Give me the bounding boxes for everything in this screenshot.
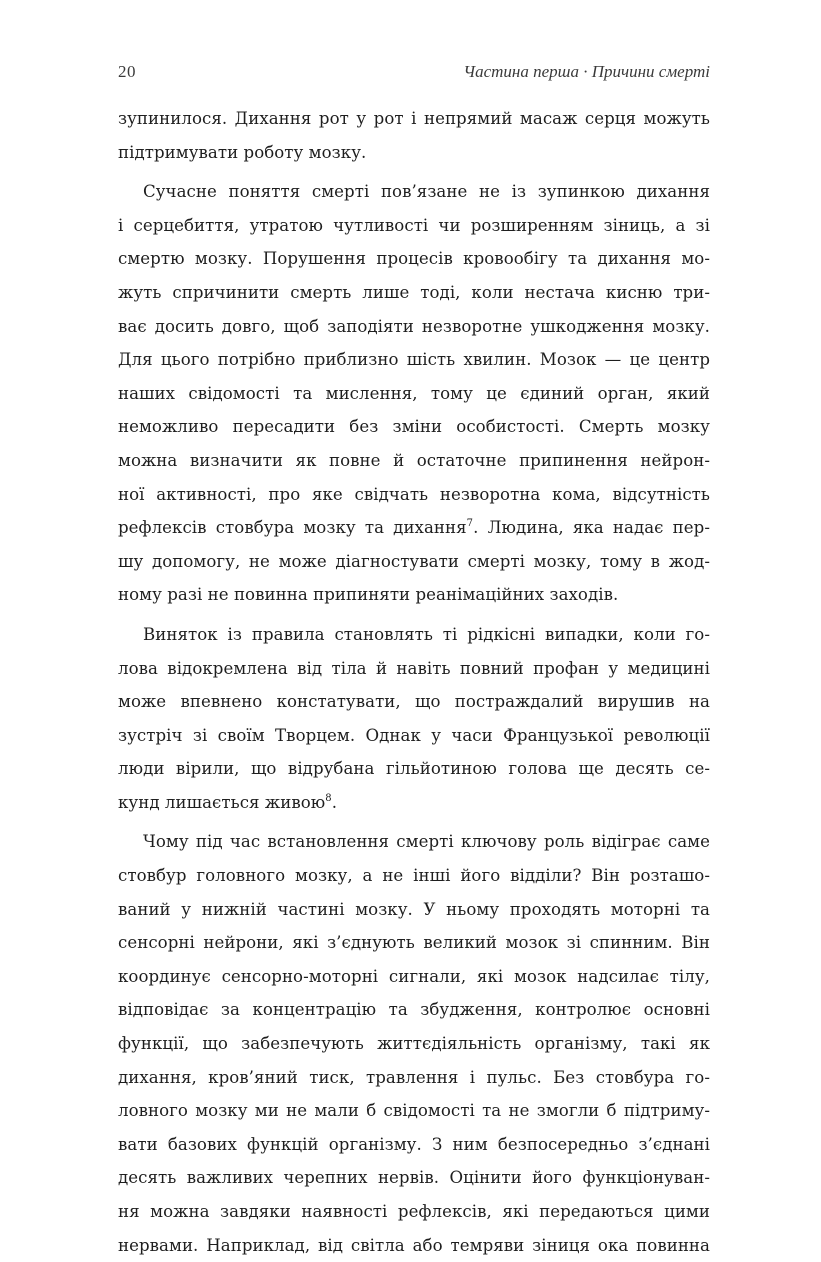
text-line: Чому під час встановлення смерті ключову роль відіграє саме [143,832,710,852]
text-line: вати базових функцій організму. З ним безпосередньо з’єднані [118,1134,710,1154]
text-line: лова відокремлена від тіла й навіть повний профан у медицині [118,658,710,678]
line-text-tail: . [331,792,338,812]
text-line: смертю мозку. Порушення процесів кровообігу та дихання мо- [118,249,710,269]
line-text: рефлексів стовбура мозку та дихання [118,518,467,538]
text-line: зупинилося. Дихання рот у рот і непрямий масаж серця можуть [118,109,710,128]
text-line: ному разі не повинна припиняти реанімаційних заходів. [118,585,619,605]
text-line: стовбур головного мозку, а не інші його відділи? Він розташо- [118,866,710,886]
text-line: і серцебиття, утратою чутливості чи розширенням зіниць, а зі [118,215,710,235]
text-line: Виняток із правила становлять ті рідкісні випадки, коли го- [143,624,710,644]
text-line: зустріч зі своїм Творцем. Однак у часи Французької революції [118,725,710,745]
text-line: підтримувати роботу мозку. [118,142,367,162]
text-line: жуть спричинити смерть лише тоді, коли нестача кисню три- [118,282,710,302]
text-line [118,786,710,820]
line-text-tail: . Людина, яка надає пер- [473,518,710,538]
page-number: 20 [118,62,136,81]
paragraph [118,175,710,612]
paragraph [118,825,710,1262]
text-line: шу допомогу, не може діагностувати смерті мозку, тому в жод- [118,551,710,571]
section-title: Частина перша · Причини смерті [463,62,710,81]
text-line: десять важливих черепних нервів. Оцінити його функціонуван- [118,1168,710,1188]
text-line: дихання, кров’яний тиск, травлення і пульс. Без стовбура го- [118,1067,710,1087]
text-line: ває досить довго, щоб заподіяти незворотне ушкодження мозку. [118,316,710,336]
text-line [118,511,710,545]
text-line: функції, що забезпечують життєдіяльність організму, такі як [118,1034,710,1054]
text-line: нервами. Наприклад, від світла або темряви зіниця ока повинна [118,1235,710,1255]
text-line: ня можна завдяки наявності рефлексів, які передаються цими [118,1202,710,1221]
text-line: неможливо пересадити без зміни особистості. Смерть мозку [118,417,710,437]
text-line: ної активності, про яке свідчать незворотна кома, відсутність [118,484,710,504]
text-line: сенсорні нейрони, які з’єднують великий мозок зі спинним. Він [118,933,710,953]
body-text [118,102,710,1262]
text-line: наших свідомості та мислення, тому це єдиний орган, який [118,383,710,403]
footnote-ref-7: 7 [466,518,474,530]
paragraph [118,618,710,820]
text-line: координує сенсорно-моторні сигнали, які мозок надсилає тілу, [118,966,710,986]
text-line: можна визначити як повне й остаточне припинення нейрон- [118,450,710,470]
text-line: Сучасне поняття смерті пов’язане не із зупинкою дихання [143,182,710,202]
text-line: Для цього потрібно приблизно шість хвилин. Мозок — це центр [118,350,710,370]
text-line: ваний у нижній частині мозку. У ньому проходять моторні та [118,899,710,919]
line-text: кунд лишається живою [118,792,326,812]
paragraph [118,102,710,169]
text-line: може впевнено констатувати, що постраждалий вирушив на [118,692,710,712]
text-line: люди вірили, що відрубана гільйотиною голова ще десять се- [118,759,710,779]
text-line: відповідає за концентрацію та збудження, контролює основні [118,1000,710,1020]
running-head [118,62,710,86]
footnote-ref-8: 8 [325,792,332,804]
text-line: ловного мозку ми не мали б свідомості та не змогли б підтриму- [118,1101,710,1121]
